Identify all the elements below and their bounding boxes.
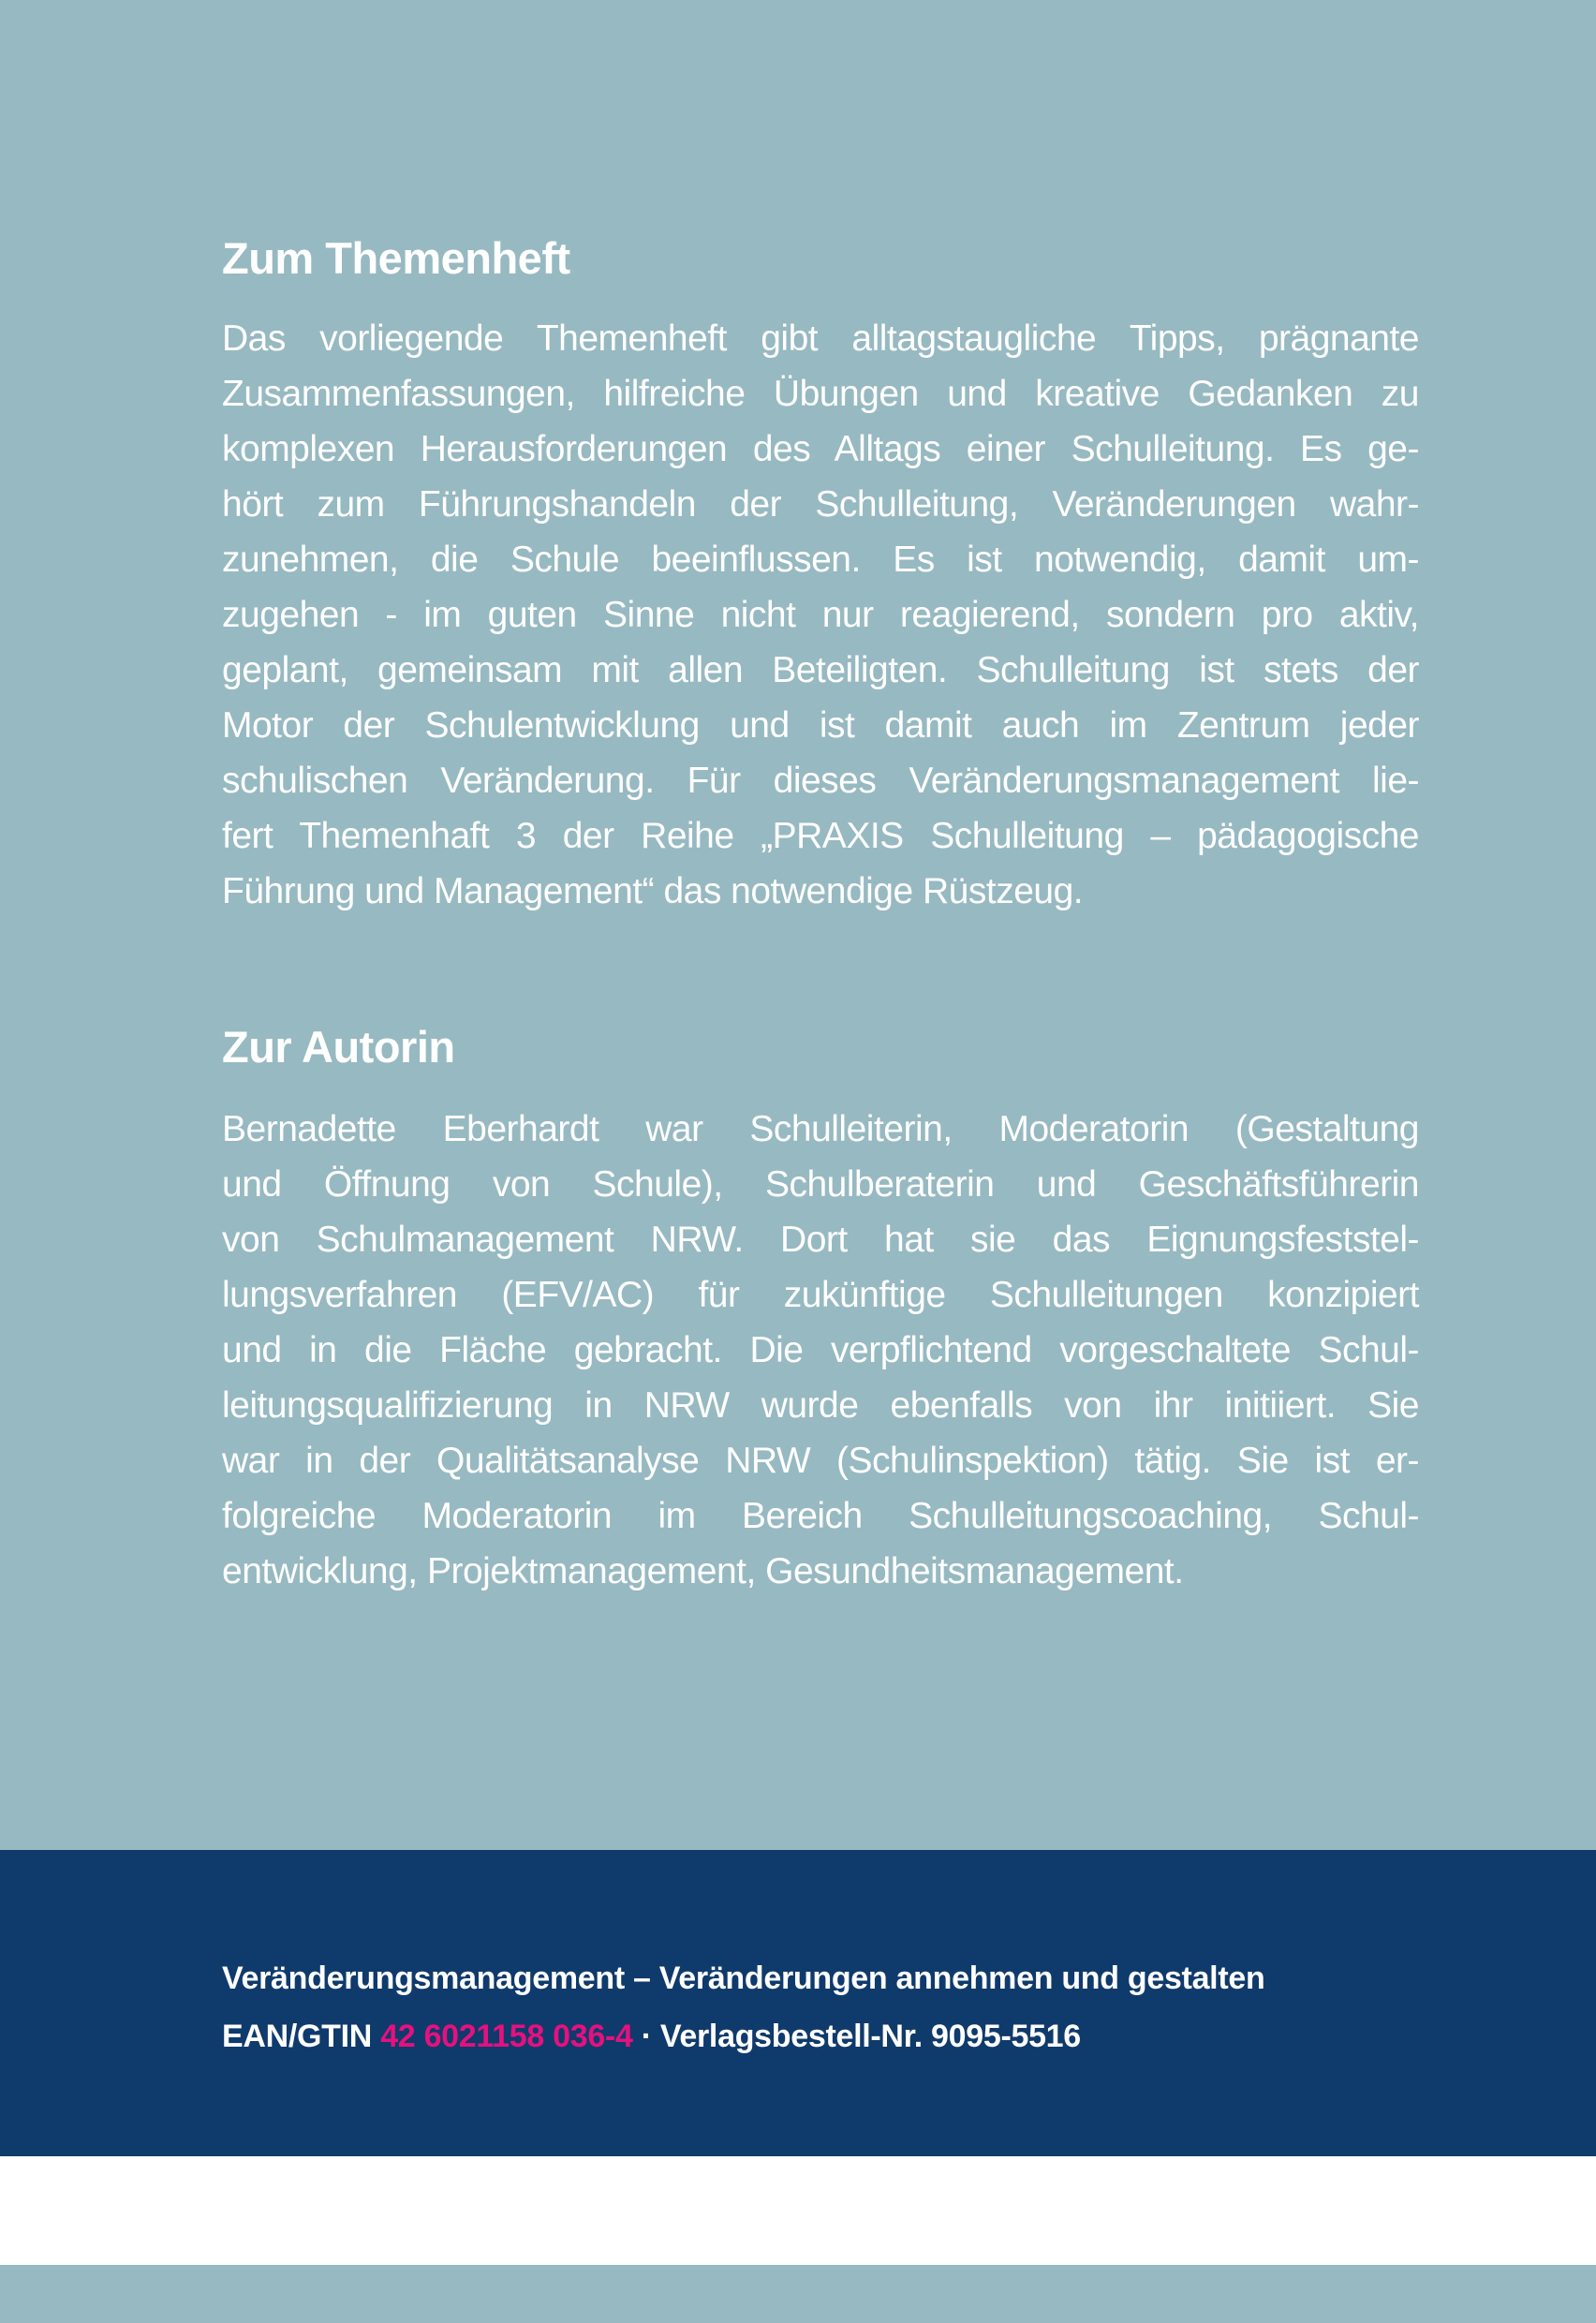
paragraph-themenheft: [222, 311, 1419, 919]
paragraph-line: komplexen Herausforderungen des Alltags einer Schulleitung. Es ge-: [222, 429, 1419, 469]
section-heading-themenheft: Zum Themenheft: [222, 233, 570, 283]
bottom-strip: [0, 2265, 1596, 2323]
ean-gtin-value: 42 6021158 036-4: [380, 2019, 633, 2054]
paragraph-line: und in die Fläche gebracht. Die verpflichtend vorgeschaltete Schul-: [222, 1330, 1419, 1370]
white-band: [0, 2156, 1596, 2265]
paragraph-line: war in der Qualitätsanalyse NRW (Schulinspektion) tätig. Sie ist er-: [222, 1441, 1419, 1481]
footer-band: [0, 1850, 1596, 2156]
section-heading-autorin: Zur Autorin: [222, 1022, 455, 1072]
paragraph-line: Zusammenfassungen, hilfreiche Übungen und kreative Gedanken zu: [222, 374, 1419, 414]
paragraph-line: entwicklung, Projektmanagement, Gesundheitsmanagement.: [222, 1551, 1184, 1591]
paragraph-line: Bernadette Eberhardt war Schulleiterin, Moderatorin (Gestaltung: [222, 1109, 1419, 1149]
footer-ean-line: [222, 2007, 1264, 2065]
paragraph-line: lungsverfahren (EFV/AC) für zukünftige Schulleitungen konzipiert: [222, 1275, 1419, 1315]
paragraph-line: leitungsqualifizierung in NRW wurde ebenfalls von ihr initiiert. Sie: [222, 1385, 1419, 1426]
paragraph-line: und Öffnung von Schule), Schulberaterin und Geschäftsführerin: [222, 1164, 1419, 1205]
paragraph-line: geplant, gemeinsam mit allen Beteiligten. Schulleitung ist stets der: [222, 650, 1419, 690]
paragraph-line: zunehmen, die Schule beeinflussen. Es ist notwendig, damit um-: [222, 540, 1419, 580]
paragraph-line: Motor der Schulentwicklung und ist damit auch im Zentrum jeder: [222, 705, 1419, 746]
paragraph-line: fert Themenhaft 3 der Reihe „PRAXIS Schulleitung – pädagogische: [222, 816, 1419, 856]
paragraph-line: hört zum Führungshandeln der Schulleitung, Veränderungen wahr-: [222, 484, 1419, 525]
order-number: Verlagsbestell-Nr. 9095-5516: [659, 2019, 1081, 2054]
paragraph-line: schulischen Veränderung. Für dieses Veränderungsmanagement lie-: [222, 761, 1419, 801]
paragraph-line: von Schulmanagement NRW. Dort hat sie das Eignungsfeststel-: [222, 1220, 1419, 1260]
footer-text: [222, 1949, 1264, 2065]
paragraph-line: folgreiche Moderatorin im Bereich Schulleitungscoaching, Schul-: [222, 1496, 1419, 1536]
ean-gtin-label: EAN/GTIN: [222, 2019, 381, 2054]
footer-title-line: Veränderungsmanagement – Veränderungen annehmen und gestalten: [222, 1960, 1265, 1996]
paragraph-line: zugehen - im guten Sinne nicht nur reagierend, sondern pro aktiv,: [222, 595, 1419, 635]
separator-dot: ·: [632, 2019, 660, 2054]
paragraph-line: Führung und Management“ das notwendige Rüstzeug.: [222, 871, 1084, 911]
paragraph-line: Das vorliegende Themenheft gibt alltagstaugliche Tipps, prägnante: [222, 318, 1419, 359]
paragraph-autorin: [222, 1102, 1419, 1599]
